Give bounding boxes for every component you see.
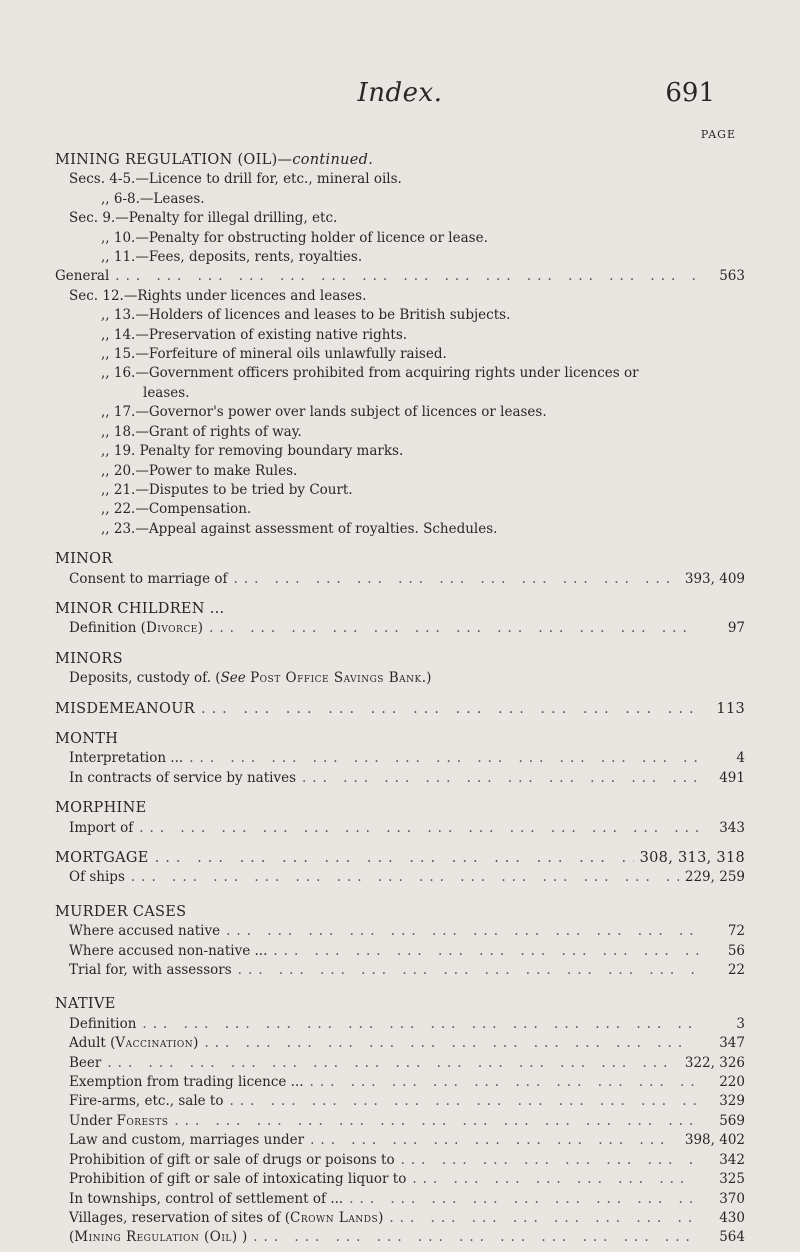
leader-dots bbox=[189, 749, 699, 768]
index-entry: Consent to marriage of ... . 393, 409 bbox=[55, 570, 745, 589]
page-ref: 72 bbox=[727, 923, 745, 940]
heading-native: NATIVE bbox=[55, 996, 116, 1013]
section-line: Sec. 9.—Penalty for illegal drilling, etc. bbox=[69, 210, 338, 227]
page-ref: 229, 259 bbox=[684, 869, 745, 886]
page-ref: 97 bbox=[727, 620, 745, 637]
page-ref: 393, 409 bbox=[684, 570, 745, 587]
page-ref: 220 bbox=[719, 1074, 745, 1091]
leader-dots bbox=[412, 1170, 699, 1189]
heading-mining-regulation: MINING REGULATION (OIL)—continued. bbox=[55, 152, 374, 168]
index-entry: In contracts of service by natives ... . 491 bbox=[55, 769, 745, 788]
page-ref: 329 bbox=[719, 1093, 745, 1110]
index-entry: Import of ... . 343 bbox=[55, 819, 745, 838]
page-ref: 325 bbox=[719, 1171, 745, 1188]
section-line: Secs. 4-5.—Licence to drill for, etc., mineral oils. bbox=[69, 171, 402, 188]
section-line: ,, 18.—Grant of rights of way. bbox=[101, 423, 302, 440]
heading-minor: MINOR bbox=[55, 551, 113, 568]
leader-dots bbox=[302, 769, 699, 788]
page-ref: 347 bbox=[719, 1035, 745, 1052]
page-ref: 343 bbox=[719, 819, 745, 836]
section-line: ,, 6-8.—Leases. bbox=[101, 190, 205, 207]
page-number: 691 bbox=[665, 78, 715, 108]
leader-dots bbox=[115, 267, 699, 286]
leader-dots bbox=[229, 1092, 699, 1111]
page-ref: 430 bbox=[719, 1209, 745, 1226]
leader-dots bbox=[131, 868, 679, 887]
page-ref: 563 bbox=[719, 268, 745, 285]
page-column-label: PAGE bbox=[700, 128, 736, 141]
section-line: ,, 11.—Fees, deposits, rents, royalties. bbox=[101, 249, 363, 266]
page-ref: 113 bbox=[716, 700, 745, 717]
page-header bbox=[0, 78, 800, 118]
page-ref: 342 bbox=[719, 1151, 745, 1168]
leader-dots bbox=[349, 1190, 699, 1209]
page-ref: 56 bbox=[727, 942, 745, 959]
page-ref: 4 bbox=[736, 750, 745, 767]
index-entry: Prohibition of gift or sale of intoxicating liquor to ... . 325 bbox=[55, 1170, 745, 1189]
page-ref: 322, 326 bbox=[684, 1054, 745, 1071]
leader-dots bbox=[174, 1112, 699, 1131]
leader-dots bbox=[139, 819, 699, 838]
section-line: ,, 19. Penalty for removing boundary marks. bbox=[101, 443, 404, 460]
heading-minors: MINORS bbox=[55, 650, 123, 667]
leader-dots bbox=[310, 1131, 679, 1150]
index-entry: Prohibition of gift or sale of drugs or poisons to ... . 342 bbox=[55, 1151, 745, 1170]
index-entry: Where accused non-native ... ... . 56 bbox=[55, 942, 745, 961]
section-line: leases. bbox=[143, 384, 190, 401]
page-ref: 308, 313, 318 bbox=[639, 850, 745, 866]
page-ref: 22 bbox=[727, 962, 745, 979]
section-line: ,, 17.—Governor's power over lands subject of licences or leases. bbox=[101, 404, 547, 421]
page-ref: 564 bbox=[719, 1229, 745, 1246]
leader-dots bbox=[226, 922, 699, 941]
leader-dots bbox=[234, 570, 679, 589]
leader-dots bbox=[389, 1209, 699, 1228]
leader-dots bbox=[310, 1073, 699, 1092]
index-entry: Deposits, custody of. (See Post Office Savings Bank.) bbox=[69, 670, 432, 687]
index-entry: Villages, reservation of sites of (Crown Lands) ... . 430 bbox=[55, 1209, 745, 1228]
leader-dots bbox=[155, 849, 634, 868]
leader-dots bbox=[401, 1151, 699, 1170]
index-entry: Adult (Vaccination) ... . 347 bbox=[55, 1034, 745, 1053]
leader-dots bbox=[201, 700, 699, 719]
index-entry: Exemption from trading licence ... ... . 220 bbox=[55, 1073, 745, 1092]
page-title: Index. bbox=[357, 78, 443, 108]
section-line: ,, 20.—Power to make Rules. bbox=[101, 462, 298, 479]
section-line: ,, 22.—Compensation. bbox=[101, 501, 252, 518]
index-entry: Under Forests ... . 569 bbox=[55, 1112, 745, 1131]
heading-month: MONTH bbox=[55, 730, 119, 747]
leader-dots bbox=[107, 1054, 679, 1073]
index-content bbox=[55, 146, 745, 1248]
heading-murder-cases: MURDER CASES bbox=[55, 903, 187, 920]
page-ref: 569 bbox=[719, 1112, 745, 1129]
leader-dots bbox=[142, 1015, 699, 1034]
heading-misdemeanour: MISDEMEANOUR ... . 113 bbox=[55, 700, 745, 719]
section-line: Sec. 12.—Rights under licences and leases. bbox=[69, 287, 367, 304]
index-entry: Where accused native ... . 72 bbox=[55, 922, 745, 941]
index-entry: Definition (Divorce) ... . 97 bbox=[55, 619, 745, 638]
section-line: ,, 15.—Forfeiture of mineral oils unlawfully raised. bbox=[101, 346, 447, 363]
heading-mortgage: MORTGAGE ... . 308, 313, 318 bbox=[55, 849, 745, 868]
page-ref: 3 bbox=[736, 1015, 745, 1032]
leader-dots bbox=[273, 942, 699, 961]
section-line: ,, 21.—Disputes to be tried by Court. bbox=[101, 481, 353, 498]
heading-morphine: MORPHINE bbox=[55, 800, 147, 817]
index-entry: Trial for, with assessors ... . 22 bbox=[55, 961, 745, 980]
heading-minor-children: MINOR CHILDREN ... bbox=[55, 600, 225, 617]
index-entry: In townships, control of settlement of ... ... . 370 bbox=[55, 1190, 745, 1209]
index-entry-general: General ... . 563 bbox=[55, 267, 745, 286]
index-entry: Beer ... . 322, 326 bbox=[55, 1054, 745, 1073]
section-line: ,, 14.—Preservation of existing native rights. bbox=[101, 326, 408, 343]
section-line: ,, 16.—Government officers prohibited from acquiring rights under licences or bbox=[101, 365, 639, 382]
page-ref: 370 bbox=[719, 1190, 745, 1207]
page-ref: 398, 402 bbox=[684, 1132, 745, 1149]
section-line: ,, 23.—Appeal against assessment of royalties. Schedules. bbox=[101, 520, 498, 537]
index-entry: Of ships ... . 229, 259 bbox=[55, 868, 745, 887]
leader-dots bbox=[209, 619, 699, 638]
index-entry: Interpretation ... ... . 4 bbox=[55, 749, 745, 768]
index-entry: Definition ... . 3 bbox=[55, 1015, 745, 1034]
section-line: ,, 10.—Penalty for obstructing holder of licence or lease. bbox=[101, 229, 488, 246]
leader-dots bbox=[238, 961, 699, 980]
section-line: ,, 13.—Holders of licences and leases to be British subjects. bbox=[101, 307, 511, 324]
page-ref: 491 bbox=[719, 769, 745, 786]
index-entry: Law and custom, marriages under ... . 398, 402 bbox=[55, 1131, 745, 1150]
leader-dots bbox=[204, 1034, 699, 1053]
index-entry: Fire-arms, etc., sale to ... . 329 bbox=[55, 1092, 745, 1111]
index-entry: (Mining Regulation (Oil) ) ... . 564 bbox=[55, 1228, 745, 1247]
leader-dots bbox=[253, 1228, 699, 1247]
